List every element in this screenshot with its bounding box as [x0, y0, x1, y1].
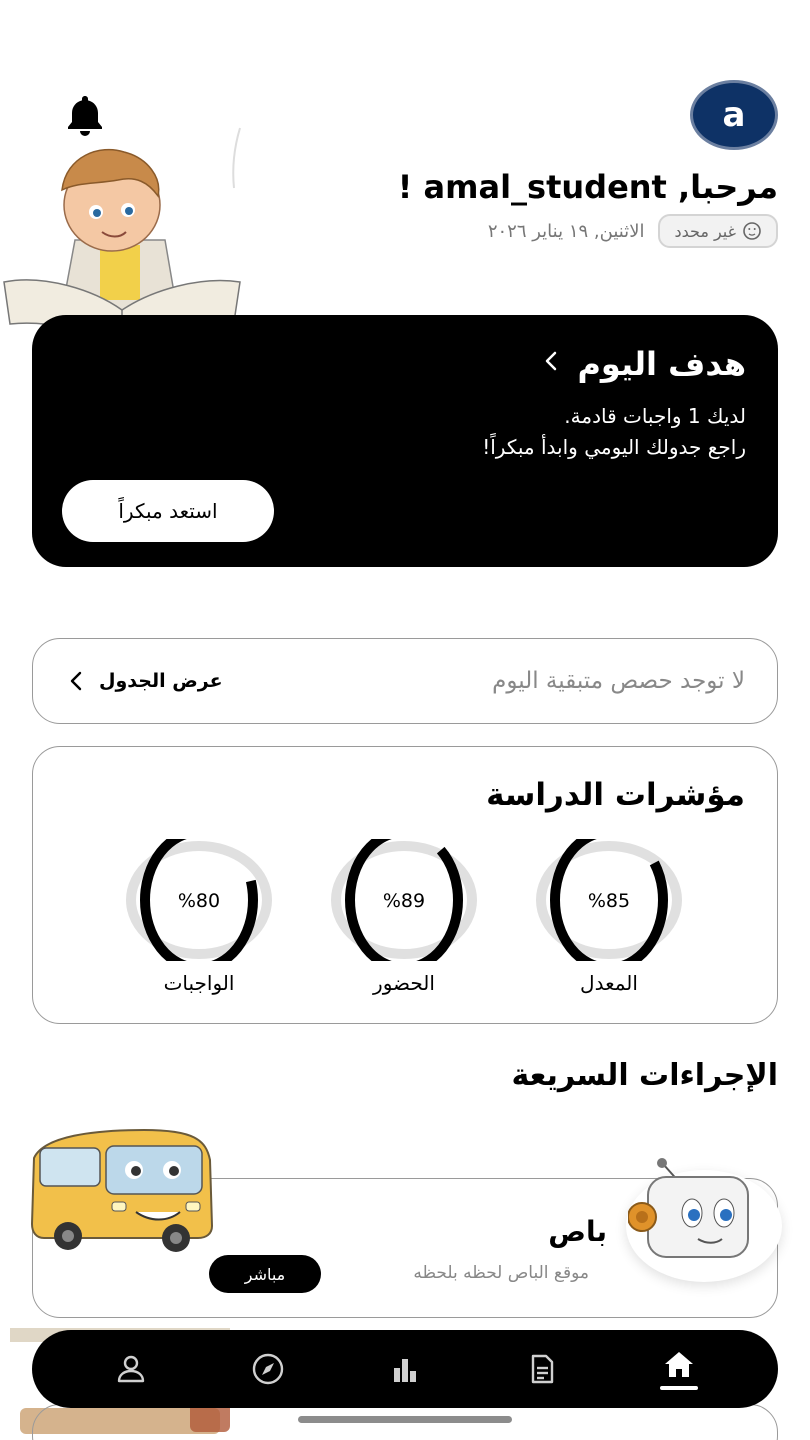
nav-explore[interactable] [238, 1339, 298, 1399]
avatar-letter: a [722, 95, 746, 135]
mood-badge[interactable] [658, 214, 778, 248]
goal-description [482, 401, 746, 463]
document-icon [525, 1352, 559, 1386]
goal-line-1: لديك 1 واجبات قادمة. [564, 404, 746, 428]
mood-face-icon [742, 221, 762, 241]
gauge-label: الواجبات [163, 971, 235, 995]
home-icon [662, 1348, 696, 1382]
study-indicators-card [32, 746, 778, 1024]
gauge-value: %80 [177, 890, 221, 912]
bar-chart-icon [388, 1352, 422, 1386]
current-date: الاثنين, ١٩ يناير ٢٠٢٦ [487, 220, 645, 242]
nav-documents[interactable] [512, 1339, 572, 1399]
nav-stats[interactable] [375, 1339, 435, 1399]
home-indicator-bar[interactable] [298, 1416, 512, 1423]
bus-card-description: موقع الباص لحظه بلحظه [413, 1263, 589, 1283]
goal-title: هدف اليوم [577, 345, 746, 383]
gauge-value: %89 [382, 890, 426, 912]
prepare-early-button[interactable]: استعد مبكراً [62, 480, 274, 542]
greeting-text: مرحبا, amal_student ! [397, 168, 778, 206]
active-nav-indicator [660, 1386, 698, 1390]
quick-actions-title: الإجراءات السريعة [511, 1058, 778, 1093]
bus-card-title: باص [548, 1215, 607, 1248]
mood-badge-label: غير محدد [674, 221, 736, 241]
daily-goal-card[interactable] [32, 315, 778, 567]
live-badge: مباشر [209, 1255, 321, 1293]
gauge-label: المعدل [580, 971, 638, 995]
gauge-value: %85 [587, 890, 631, 912]
bottom-nav-bar [32, 1330, 778, 1408]
goal-title-row[interactable] [543, 345, 746, 383]
view-schedule-link[interactable] [69, 670, 223, 692]
nav-home[interactable] [649, 1339, 709, 1399]
date-row [488, 214, 778, 248]
gauge-average [533, 839, 685, 995]
school-bus-illustration [26, 1118, 216, 1258]
gauge-label: الحضور [373, 971, 435, 995]
profile-icon [114, 1352, 148, 1386]
chevron-left-icon [69, 670, 83, 692]
compass-icon [251, 1352, 285, 1386]
schedule-row [32, 638, 778, 724]
indicators-title: مؤشرات الدراسة [486, 777, 745, 813]
gauge-homework [123, 839, 275, 995]
goal-line-2: راجع جدولك اليومي وابدأ مبكراً! [482, 435, 746, 459]
chevron-left-icon [543, 349, 559, 380]
no-classes-text: لا توجد حصص متبقية اليوم [492, 668, 745, 694]
user-avatar[interactable] [690, 80, 778, 150]
gauge-attendance [328, 839, 480, 995]
nav-profile[interactable] [101, 1339, 161, 1399]
view-schedule-label: عرض الجدول [99, 670, 223, 692]
robot-assistant-icon[interactable] [628, 1155, 768, 1275]
